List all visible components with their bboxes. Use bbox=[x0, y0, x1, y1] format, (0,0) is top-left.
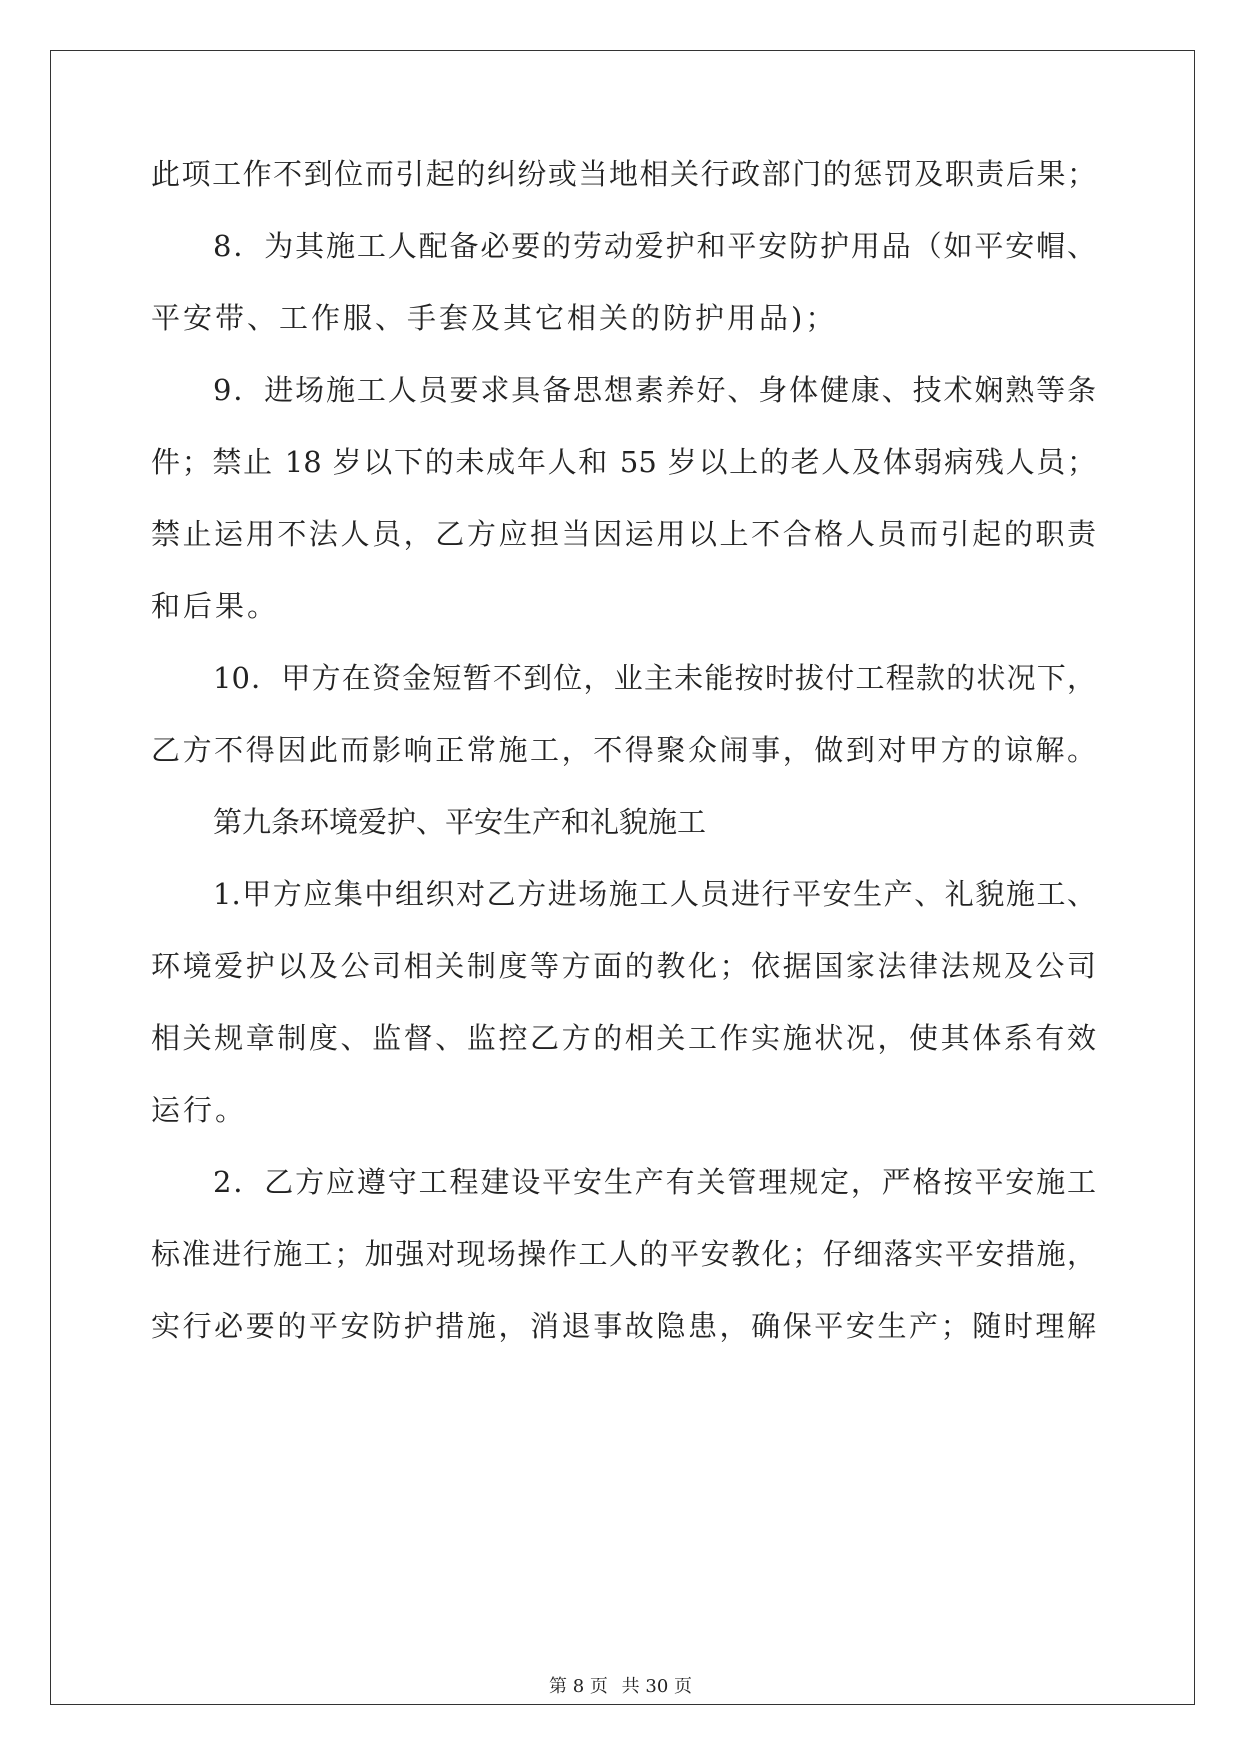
page-footer bbox=[0, 1672, 1241, 1698]
text-line: 8．为其施工人配备必要的劳动爱护和平安防护用品（如平安帽、 bbox=[213, 229, 1096, 263]
text-line: 运行。 bbox=[151, 1093, 248, 1127]
section-heading: 第九条环境爱护、平安生产和礼貌施工 bbox=[213, 805, 707, 839]
text-line: 9．进场施工人员要求具备思想素养好、身体健康、技术娴熟等条 bbox=[213, 373, 1096, 407]
text-line: 环境爱护以及公司相关制度等方面的教化；依据国家法律法规及公司 bbox=[151, 949, 1096, 983]
text-line: 乙方不得因此而影响正常施工，不得聚众闹事，做到对甲方的谅解。 bbox=[151, 733, 1096, 767]
page-number-total: 共 30 页 bbox=[621, 1676, 692, 1697]
text-line: 标准进行施工；加强对现场操作工人的平安教化；仔细落实平安措施， bbox=[151, 1237, 1096, 1271]
text-line: 此项工作不到位而引起的纠纷或当地相关行政部门的惩罚及职责后果； bbox=[151, 157, 1096, 191]
text-line: 10．甲方在资金短暂不到位，业主未能按时拔付工程款的状况下， bbox=[213, 661, 1096, 695]
text-line: 平安带、工作服、手套及其它相关的防护用品)； bbox=[151, 301, 838, 335]
text-line: 禁止运用不法人员，乙方应担当因运用以上不合格人员而引起的职责 bbox=[151, 517, 1096, 551]
text-line: 2．乙方应遵守工程建设平安生产有关管理规定，严格按平安施工 bbox=[213, 1165, 1096, 1199]
text-line: 相关规章制度、监督、监控乙方的相关工作实施状况，使其体系有效 bbox=[151, 1021, 1096, 1055]
text-line: 件；禁止 18 岁以下的未成年人和 55 岁以上的老人及体弱病残人员； bbox=[151, 445, 1096, 479]
text-line: 1.甲方应集中组织对乙方进场施工人员进行平安生产、礼貌施工、 bbox=[213, 877, 1096, 911]
text-line: 和后果。 bbox=[151, 589, 280, 623]
text-line: 实行必要的平安防护措施，消退事故隐患，确保平安生产；随时理解 bbox=[151, 1309, 1096, 1343]
page-number-current: 第 8 页 bbox=[549, 1676, 608, 1697]
